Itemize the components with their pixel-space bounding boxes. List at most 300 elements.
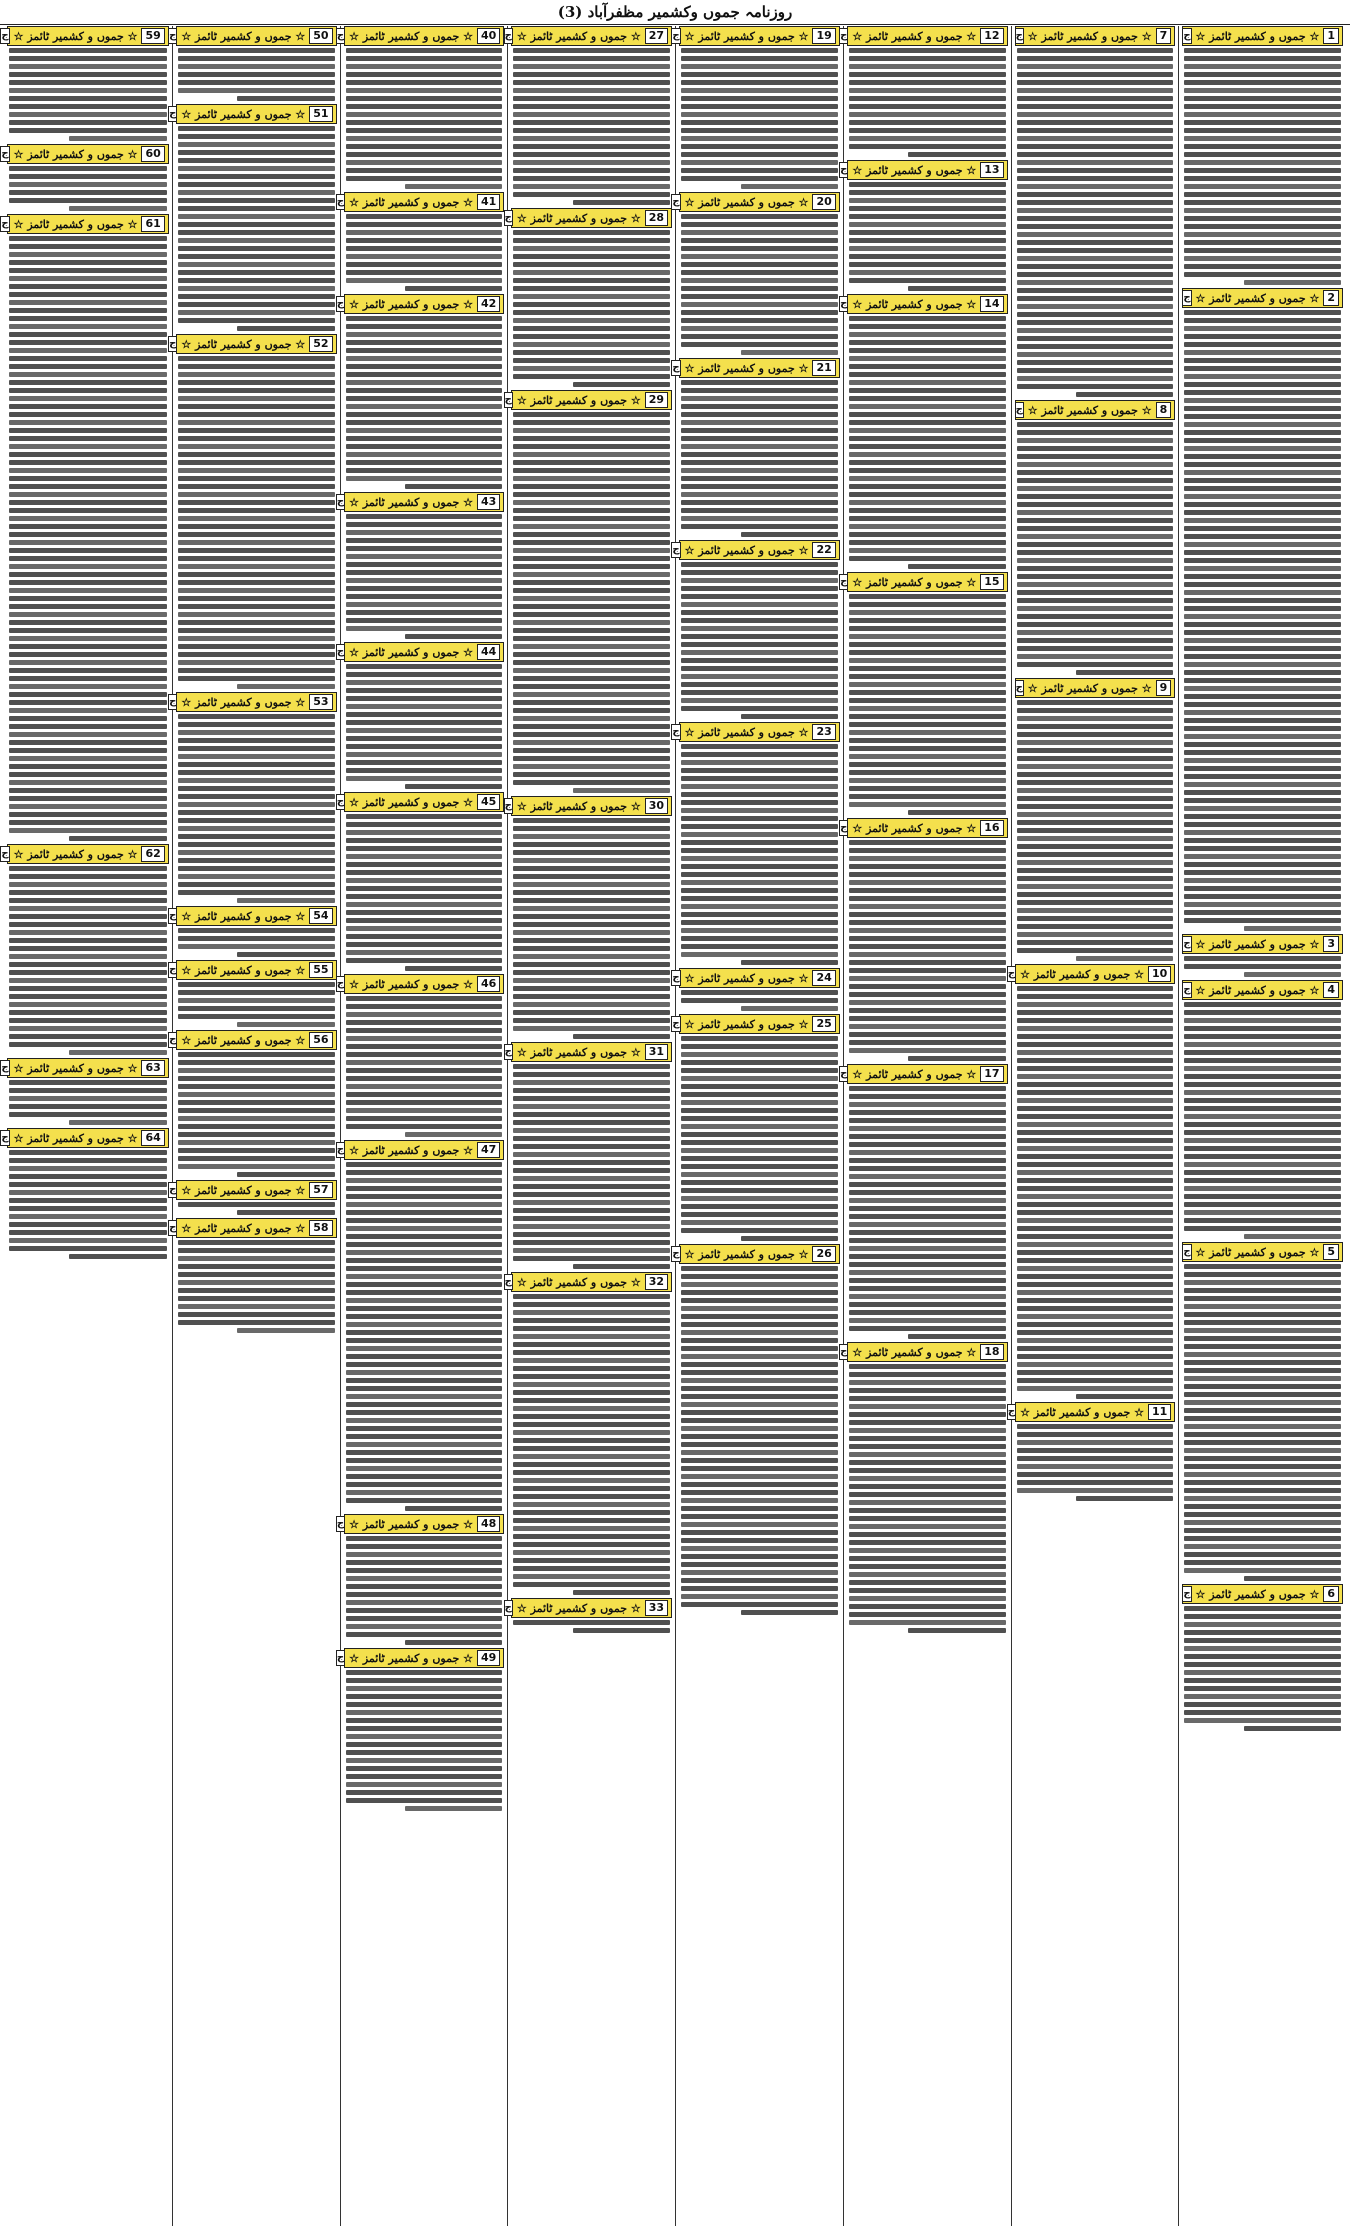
- text-line: [346, 1226, 503, 1231]
- text-line: [178, 746, 335, 751]
- text-line: [513, 286, 670, 291]
- text-line: [9, 412, 167, 417]
- news-item-body: [7, 1150, 169, 1259]
- text-line: [346, 664, 503, 669]
- text-line: [178, 874, 335, 879]
- text-line: [1184, 1568, 1341, 1573]
- text-line: [849, 1588, 1006, 1593]
- text-line: [1017, 256, 1174, 261]
- text-line: [178, 444, 335, 449]
- text-line: [681, 706, 838, 711]
- text-line: [1017, 518, 1174, 523]
- newspaper-logo-icon: ج: [168, 1182, 177, 1198]
- text-line: [849, 746, 1006, 751]
- text-line: [681, 1346, 838, 1351]
- text-line: [1017, 708, 1174, 713]
- news-item-title: ☆ جموں و کشمیر ٹائمز ☆: [349, 1651, 473, 1665]
- text-line: [1076, 1496, 1173, 1501]
- text-line: [681, 776, 838, 781]
- text-line: [1184, 192, 1341, 197]
- text-line: [1184, 726, 1341, 731]
- text-line: [681, 642, 838, 647]
- text-line: [1184, 750, 1341, 755]
- text-line: [346, 1798, 503, 1803]
- text-line: [178, 246, 335, 251]
- text-line: [849, 634, 1006, 639]
- text-line: [1184, 248, 1341, 253]
- text-line: [849, 64, 1006, 69]
- text-line: [849, 316, 1006, 321]
- text-line: [1184, 1280, 1341, 1285]
- text-line: [9, 692, 167, 697]
- text-line: [681, 1084, 838, 1089]
- text-line: [1017, 462, 1174, 467]
- text-line: [849, 1118, 1006, 1123]
- text-line: [849, 88, 1006, 93]
- text-line: [346, 72, 503, 77]
- text-line: [237, 1022, 334, 1027]
- newspaper-logo-icon: ج: [168, 908, 177, 924]
- text-line: [681, 1100, 838, 1105]
- text-line: [178, 436, 335, 441]
- text-line: [513, 708, 670, 713]
- text-line: [178, 166, 335, 171]
- text-line: [346, 1726, 503, 1731]
- text-line: [681, 944, 838, 949]
- news-item-header: [1182, 1584, 1343, 1604]
- news-item-header: [840, 572, 1008, 592]
- text-line: [849, 1238, 1006, 1243]
- text-line: [1184, 886, 1341, 891]
- text-line: [681, 404, 838, 409]
- text-line: [1017, 272, 1174, 277]
- news-item-header: [336, 974, 505, 994]
- text-line: [513, 1326, 670, 1331]
- text-line: [346, 1250, 503, 1255]
- text-line: [681, 294, 838, 299]
- text-line: [1184, 1456, 1341, 1461]
- text-line: [346, 830, 503, 835]
- text-line: [9, 174, 167, 179]
- news-item-number: 15: [980, 574, 1003, 590]
- text-line: [1017, 128, 1174, 133]
- text-line: [849, 524, 1006, 529]
- news-item-header: [840, 294, 1008, 314]
- text-line: [346, 1202, 503, 1207]
- text-line: [681, 238, 838, 243]
- text-line: [178, 1092, 335, 1097]
- text-line: [178, 310, 335, 315]
- text-line: [681, 1418, 838, 1423]
- newspaper-logo-icon: ج: [839, 296, 848, 312]
- text-line: [1017, 836, 1174, 841]
- text-line: [849, 762, 1006, 767]
- text-line: [1184, 1654, 1341, 1659]
- text-line: [346, 1734, 503, 1739]
- text-line: [346, 1742, 503, 1747]
- news-item-title: ☆ جموں و کشمیر ٹائمز ☆: [13, 217, 138, 231]
- text-line: [681, 1116, 838, 1121]
- text-line: [237, 952, 334, 957]
- text-line: [346, 1498, 503, 1503]
- text-line: [1017, 494, 1174, 499]
- text-line: [1184, 1002, 1341, 1007]
- text-line: [513, 1120, 670, 1125]
- text-line: [1017, 788, 1174, 793]
- news-item-title: ☆ جموں و کشمیر ٹائمز ☆: [516, 1045, 641, 1059]
- text-line: [908, 1056, 1005, 1061]
- text-line: [1184, 542, 1341, 547]
- text-line: [513, 556, 670, 561]
- text-line: [1184, 350, 1341, 355]
- text-line: [513, 1318, 670, 1323]
- text-line: [681, 832, 838, 837]
- news-item-header: [1015, 678, 1176, 698]
- text-line: [513, 1240, 670, 1245]
- news-item-body: [847, 594, 1008, 815]
- text-line: [681, 1204, 838, 1209]
- text-line: [178, 676, 335, 681]
- text-line: [346, 222, 503, 227]
- news-item-title: ☆ جموں و کشمیر ٹائمز ☆: [852, 29, 977, 43]
- news-item-header: [672, 968, 840, 988]
- text-line: [1017, 446, 1174, 451]
- text-line: [1017, 168, 1174, 173]
- text-line: [346, 1608, 503, 1613]
- news-item: [672, 192, 840, 355]
- text-line: [513, 732, 670, 737]
- text-line: [1017, 304, 1174, 309]
- text-line: [1017, 368, 1174, 373]
- text-line: [346, 56, 503, 61]
- text-line: [178, 556, 335, 561]
- text-line: [1184, 670, 1341, 675]
- newspaper-logo-icon: ج: [1182, 28, 1191, 44]
- text-line: [178, 738, 335, 743]
- text-line: [9, 404, 167, 409]
- text-line: [1184, 1504, 1341, 1509]
- text-line: [1244, 1234, 1341, 1239]
- text-line: [513, 326, 670, 331]
- text-line: [513, 310, 670, 315]
- text-line: [1184, 1536, 1341, 1541]
- text-line: [346, 1012, 503, 1017]
- text-line: [1017, 940, 1174, 945]
- news-item: [1015, 400, 1176, 675]
- text-line: [681, 1442, 838, 1447]
- text-line: [346, 1298, 503, 1303]
- news-item-title: ☆ جموں و کشمیر ٹائمز ☆: [181, 29, 306, 43]
- text-line: [178, 1140, 335, 1145]
- text-line: [681, 1426, 838, 1431]
- text-line: [178, 572, 335, 577]
- text-line: [513, 96, 670, 101]
- text-line: [513, 342, 670, 347]
- text-line: [681, 904, 838, 909]
- text-line: [1017, 1010, 1174, 1015]
- text-line: [346, 420, 503, 425]
- news-item-title: ☆ جموں و کشمیر ٹائمز ☆: [852, 575, 977, 589]
- news-item-number: 26: [812, 1246, 835, 1262]
- text-line: [1184, 662, 1341, 667]
- news-item-header: [1182, 1242, 1343, 1262]
- text-line: [1017, 638, 1174, 643]
- text-line: [346, 1686, 503, 1691]
- text-line: [741, 1006, 838, 1011]
- news-item: [169, 1030, 337, 1177]
- text-line: [1017, 1122, 1174, 1127]
- text-line: [1017, 320, 1174, 325]
- text-line: [681, 1314, 838, 1319]
- text-line: [9, 252, 167, 257]
- news-item-body: [7, 866, 169, 1055]
- newspaper-logo-icon: ج: [168, 106, 177, 122]
- text-line: [513, 152, 670, 157]
- text-line: [346, 854, 503, 859]
- newspaper-logo-icon: ج: [336, 644, 345, 660]
- text-line: [178, 1116, 335, 1121]
- text-line: [9, 316, 167, 321]
- text-line: [1184, 1170, 1341, 1175]
- news-item: [169, 26, 337, 101]
- news-item-number: 44: [477, 644, 500, 660]
- text-line: [681, 104, 838, 109]
- text-line: [681, 888, 838, 893]
- text-line: [9, 64, 167, 69]
- text-line: [9, 684, 167, 689]
- text-line: [9, 492, 167, 497]
- text-line: [849, 182, 1006, 187]
- text-line: [346, 48, 503, 53]
- text-line: [346, 348, 503, 353]
- text-line: [346, 246, 503, 251]
- text-line: [513, 128, 670, 133]
- text-line: [1017, 120, 1174, 125]
- text-line: [178, 652, 335, 657]
- text-line: [1184, 120, 1341, 125]
- news-item: [1182, 1242, 1343, 1581]
- text-line: [346, 894, 503, 899]
- text-line: [178, 1320, 335, 1325]
- text-line: [1184, 1606, 1341, 1611]
- text-line: [681, 998, 838, 1003]
- text-line: [849, 420, 1006, 425]
- text-line: [681, 176, 838, 181]
- text-line: [513, 1470, 670, 1475]
- text-line: [346, 452, 503, 457]
- news-item-body: [511, 1294, 672, 1595]
- newspaper-logo-icon: ج: [1015, 680, 1024, 696]
- news-item-body: [511, 412, 672, 793]
- text-line: [513, 1072, 670, 1077]
- text-line: [178, 460, 335, 465]
- text-line: [1184, 232, 1341, 237]
- text-line: [1184, 1050, 1341, 1055]
- masthead-title: روزنامہ جموں وکشمیر مظفرآباد (3): [557, 3, 793, 21]
- text-line: [346, 958, 503, 963]
- text-line: [1017, 454, 1174, 459]
- text-line: [9, 628, 167, 633]
- news-item-title: ☆ جموں و کشمیر ٹائمز ☆: [13, 147, 138, 161]
- news-item-header: [504, 208, 672, 228]
- news-item-title: ☆ جموں و کشمیر ٹائمز ☆: [349, 1143, 473, 1157]
- text-line: [849, 412, 1006, 417]
- text-line: [849, 1032, 1006, 1037]
- news-item-header: [504, 390, 672, 410]
- text-line: [1184, 694, 1341, 699]
- text-line: [681, 1434, 838, 1439]
- text-line: [178, 206, 335, 211]
- news-item-body: [679, 744, 840, 965]
- news-item-body: [176, 1240, 337, 1333]
- news-item-number: 16: [980, 820, 1003, 836]
- text-line: [178, 318, 335, 323]
- text-line: [513, 1096, 670, 1101]
- text-line: [1184, 1352, 1341, 1357]
- text-line: [681, 602, 838, 607]
- news-item: [336, 974, 505, 1137]
- text-line: [681, 1322, 838, 1327]
- text-line: [513, 1620, 670, 1625]
- text-line: [1017, 772, 1174, 777]
- text-line: [9, 524, 167, 529]
- text-line: [9, 548, 167, 553]
- text-line: [178, 142, 335, 147]
- text-line: [9, 596, 167, 601]
- text-line: [681, 1036, 838, 1041]
- text-line: [178, 396, 335, 401]
- news-item-title: ☆ جموں و کشمیر ٹائمز ☆: [1020, 967, 1144, 981]
- news-item-title: ☆ جموں و کشمیر ٹائمز ☆: [684, 543, 809, 557]
- text-line: [346, 1702, 503, 1707]
- news-item-title: ☆ جموں و کشمیر ٹائمز ☆: [349, 977, 473, 991]
- text-line: [849, 1548, 1006, 1553]
- text-line: [346, 594, 503, 599]
- text-line: [346, 1186, 503, 1191]
- text-line: [849, 1294, 1006, 1299]
- newspaper-logo-icon: ج: [504, 1274, 513, 1290]
- text-line: [405, 634, 502, 639]
- text-line: [1017, 654, 1174, 659]
- newspaper-logo-icon: ج: [839, 574, 848, 590]
- text-line: [9, 540, 167, 545]
- text-line: [681, 460, 838, 465]
- text-line: [849, 72, 1006, 77]
- text-line: [178, 1108, 335, 1113]
- text-line: [1017, 1226, 1174, 1231]
- text-line: [9, 88, 167, 93]
- text-line: [849, 1532, 1006, 1537]
- text-line: [1184, 1432, 1341, 1437]
- text-line: [681, 626, 838, 631]
- text-line: [9, 380, 167, 385]
- text-line: [9, 244, 167, 249]
- text-line: [346, 396, 503, 401]
- text-line: [849, 460, 1006, 465]
- text-line: [681, 792, 838, 797]
- text-line: [681, 666, 838, 671]
- text-line: [1184, 1544, 1341, 1549]
- text-line: [9, 420, 167, 425]
- text-line: [849, 128, 1006, 133]
- text-line: [741, 960, 838, 965]
- news-item-number: 29: [645, 392, 668, 408]
- text-line: [513, 48, 670, 53]
- text-line: [513, 1566, 670, 1571]
- text-line: [849, 190, 1006, 195]
- text-line: [1184, 1560, 1341, 1565]
- text-line: [1017, 1042, 1174, 1047]
- text-line: [1184, 486, 1341, 491]
- text-line: [1017, 1362, 1174, 1367]
- text-line: [346, 926, 503, 931]
- text-line: [9, 508, 167, 513]
- text-line: [1017, 1386, 1174, 1391]
- text-line: [513, 262, 670, 267]
- text-line: [9, 364, 167, 369]
- news-item-header: [169, 906, 337, 926]
- news-item-header: [1, 214, 169, 234]
- news-item: [504, 1598, 672, 1633]
- text-line: [849, 136, 1006, 141]
- text-line: [1184, 462, 1341, 467]
- text-line: [346, 1170, 503, 1175]
- text-line: [9, 724, 167, 729]
- text-line: [178, 668, 335, 673]
- news-item-number: 24: [812, 970, 835, 986]
- text-line: [681, 1546, 838, 1551]
- news-item-header: [672, 1244, 840, 1264]
- news-item-body: [176, 982, 337, 1027]
- news-item-header: [169, 1180, 337, 1200]
- news-item-title: ☆ جموں و کشمیر ٹائمز ☆: [181, 1221, 306, 1235]
- news-item-number: 21: [812, 360, 835, 376]
- text-line: [346, 388, 503, 393]
- text-line: [178, 364, 335, 369]
- text-line: [346, 680, 503, 685]
- text-line: [405, 784, 502, 789]
- news-item-body: [679, 1266, 840, 1615]
- text-line: [849, 1262, 1006, 1267]
- text-line: [573, 1628, 670, 1633]
- text-line: [849, 396, 1006, 401]
- masthead: [0, 0, 1350, 25]
- text-line: [9, 96, 167, 101]
- newspaper-logo-icon: ج: [1182, 982, 1191, 998]
- news-item-body: [344, 996, 505, 1137]
- text-line: [346, 1758, 503, 1763]
- news-item-number: 56: [309, 1032, 332, 1048]
- text-line: [513, 452, 670, 457]
- news-item-header: [1015, 26, 1176, 46]
- text-line: [9, 1190, 167, 1195]
- text-line: [1184, 854, 1341, 859]
- text-line: [681, 468, 838, 473]
- news-item-number: 54: [309, 908, 332, 924]
- news-item-body: [679, 380, 840, 537]
- news-item-body: [344, 1162, 505, 1511]
- text-line: [1184, 1074, 1341, 1079]
- text-line: [1017, 1234, 1174, 1239]
- text-line: [1017, 510, 1174, 515]
- text-line: [1017, 884, 1174, 889]
- news-item: [672, 358, 840, 537]
- news-item-title: ☆ جموں و کشمیر ٹائمز ☆: [516, 1275, 641, 1289]
- text-line: [681, 286, 838, 291]
- news-item-header: [169, 104, 337, 124]
- text-line: [513, 484, 670, 489]
- news-item: [504, 1272, 672, 1595]
